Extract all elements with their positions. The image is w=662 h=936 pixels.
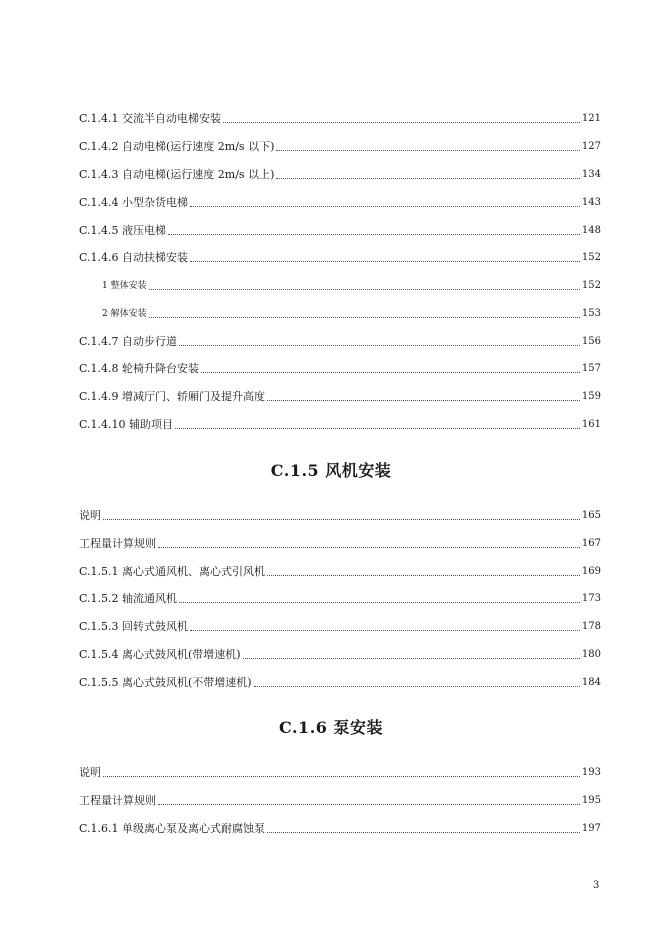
toc-entry-label: C.1.4.3 自动电梯(运行速度 2m/s 以上) <box>79 168 275 181</box>
toc-entry-label: 1 整体安装 <box>102 281 147 291</box>
toc-entry-c1-4-6[interactable] <box>79 247 601 265</box>
toc-entry-page: 134 <box>581 169 601 180</box>
toc-entry-page: 178 <box>581 621 601 632</box>
toc-leader-dots <box>179 344 580 346</box>
toc-entry-c1-6-description[interactable] <box>79 762 601 780</box>
toc-entry-label: 2 解体安装 <box>102 309 147 319</box>
toc-leader-dots <box>276 149 580 151</box>
toc-entry-c1-5-3[interactable] <box>79 616 601 634</box>
toc-entry-label: C.1.4.2 自动电梯(运行速度 2m/s 以下) <box>79 140 275 153</box>
toc-entry-label: C.1.5.3 回转式鼓风机 <box>79 620 189 633</box>
toc-leader-dots <box>149 316 580 318</box>
toc-entry-page: 169 <box>581 566 601 577</box>
toc-leader-dots <box>179 601 580 603</box>
toc-leader-dots <box>149 288 580 290</box>
toc-entry-page: 167 <box>581 538 601 549</box>
toc-entry-c1-4-7[interactable] <box>79 331 601 349</box>
toc-entry-c1-4-2[interactable] <box>79 136 601 154</box>
toc-entry-label: C.1.4.6 自动扶梯安装 <box>79 251 189 264</box>
toc-entry-label: C.1.4.1 交流半自动电梯安装 <box>79 112 222 125</box>
toc-entry-page: 153 <box>581 308 601 319</box>
toc-entry-page: 143 <box>581 197 601 208</box>
toc-leader-dots <box>276 177 580 179</box>
toc-entry-c1-4-3[interactable] <box>79 164 601 182</box>
toc-entry-page: 148 <box>581 225 601 236</box>
toc-entry-page: 195 <box>581 795 601 806</box>
toc-leader-dots <box>175 427 580 429</box>
toc-entry-page: 197 <box>581 823 601 834</box>
toc-leader-dots <box>103 518 580 520</box>
toc-entry-c1-6-rules[interactable] <box>79 790 601 808</box>
toc-entry-c1-4-4[interactable] <box>79 192 601 210</box>
toc-entry-label: C.1.6.1 单级离心泵及离心式耐腐蚀泵 <box>79 822 266 835</box>
toc-leader-dots <box>254 685 580 687</box>
toc-entry-c1-4-9[interactable] <box>79 386 601 404</box>
toc-entry-page: 165 <box>581 510 601 521</box>
toc-entry-label: C.1.4.7 自动步行道 <box>79 335 178 348</box>
toc-entry-page: 159 <box>581 391 601 402</box>
toc-leader-dots <box>267 831 580 833</box>
toc-entry-c1-5-2[interactable] <box>79 588 601 606</box>
toc-entry-page: 152 <box>581 252 601 263</box>
toc-entry-c1-5-1[interactable] <box>79 561 601 579</box>
toc-leader-dots <box>190 260 580 262</box>
toc-entry-page: 156 <box>581 336 601 347</box>
toc-subentry-whole-install[interactable] <box>102 275 601 293</box>
toc-entry-page: 180 <box>581 649 601 660</box>
section-heading-c1-5: C.1.5 风机安装 <box>270 461 392 480</box>
section-heading-c1-6: C.1.6 泵安装 <box>279 718 383 737</box>
toc-leader-dots <box>168 233 580 235</box>
toc-entry-c1-4-1[interactable] <box>79 108 601 126</box>
toc-leader-dots <box>158 803 580 805</box>
toc-leader-dots <box>243 657 580 659</box>
toc-entry-c1-5-5[interactable] <box>79 672 601 690</box>
toc-entry-label: 说明 <box>79 766 101 779</box>
toc-entry-label: C.1.5.4 离心式鼓风机(带增速机) <box>79 648 241 661</box>
toc-entry-label: C.1.4.9 增减厅门、轿厢门及提升高度 <box>79 390 266 403</box>
toc-entry-c1-4-10[interactable] <box>79 414 601 432</box>
toc-subentry-disassembled-install[interactable] <box>102 303 601 321</box>
toc-entry-label: 工程量计算规则 <box>79 537 156 550</box>
toc-entry-label: C.1.5.5 离心式鼓风机(不带增速机) <box>79 676 252 689</box>
toc-leader-dots <box>158 546 580 548</box>
toc-entry-c1-5-4[interactable] <box>79 644 601 662</box>
toc-entry-label: C.1.5.1 离心式通风机、离心式引风机 <box>79 565 266 578</box>
toc-entry-page: 173 <box>581 593 601 604</box>
toc-entry-label: C.1.5.2 轴流通风机 <box>79 592 178 605</box>
toc-entry-page: 152 <box>581 280 601 291</box>
toc-entry-page: 157 <box>581 363 601 374</box>
toc-entry-label: 工程量计算规则 <box>79 794 156 807</box>
toc-entry-c1-5-description[interactable] <box>79 505 601 523</box>
page-number: 3 <box>593 880 600 891</box>
toc-entry-page: 184 <box>581 677 601 688</box>
toc-leader-dots <box>190 205 580 207</box>
toc-entry-label: C.1.4.10 辅助项目 <box>79 418 174 431</box>
toc-leader-dots <box>190 629 580 631</box>
toc-entry-label: 说明 <box>79 509 101 522</box>
toc-entry-label: C.1.4.5 液压电梯 <box>79 224 167 237</box>
toc-entry-page: 193 <box>581 767 601 778</box>
toc-entry-page: 121 <box>581 113 601 124</box>
toc-entry-page: 161 <box>581 419 601 430</box>
toc-entry-c1-4-5[interactable] <box>79 220 601 238</box>
toc-entry-label: C.1.4.8 轮椅升降台安装 <box>79 362 200 375</box>
toc-entry-label: C.1.4.4 小型杂货电梯 <box>79 196 189 209</box>
toc-leader-dots <box>223 121 580 123</box>
toc-leader-dots <box>201 371 580 373</box>
toc-leader-dots <box>267 574 580 576</box>
toc-entry-c1-4-8[interactable] <box>79 358 601 376</box>
toc-entry-c1-5-rules[interactable] <box>79 533 601 551</box>
toc-leader-dots <box>267 399 580 401</box>
toc-leader-dots <box>103 775 580 777</box>
toc-entry-c1-6-1[interactable] <box>79 818 601 836</box>
toc-entry-page: 127 <box>581 141 601 152</box>
